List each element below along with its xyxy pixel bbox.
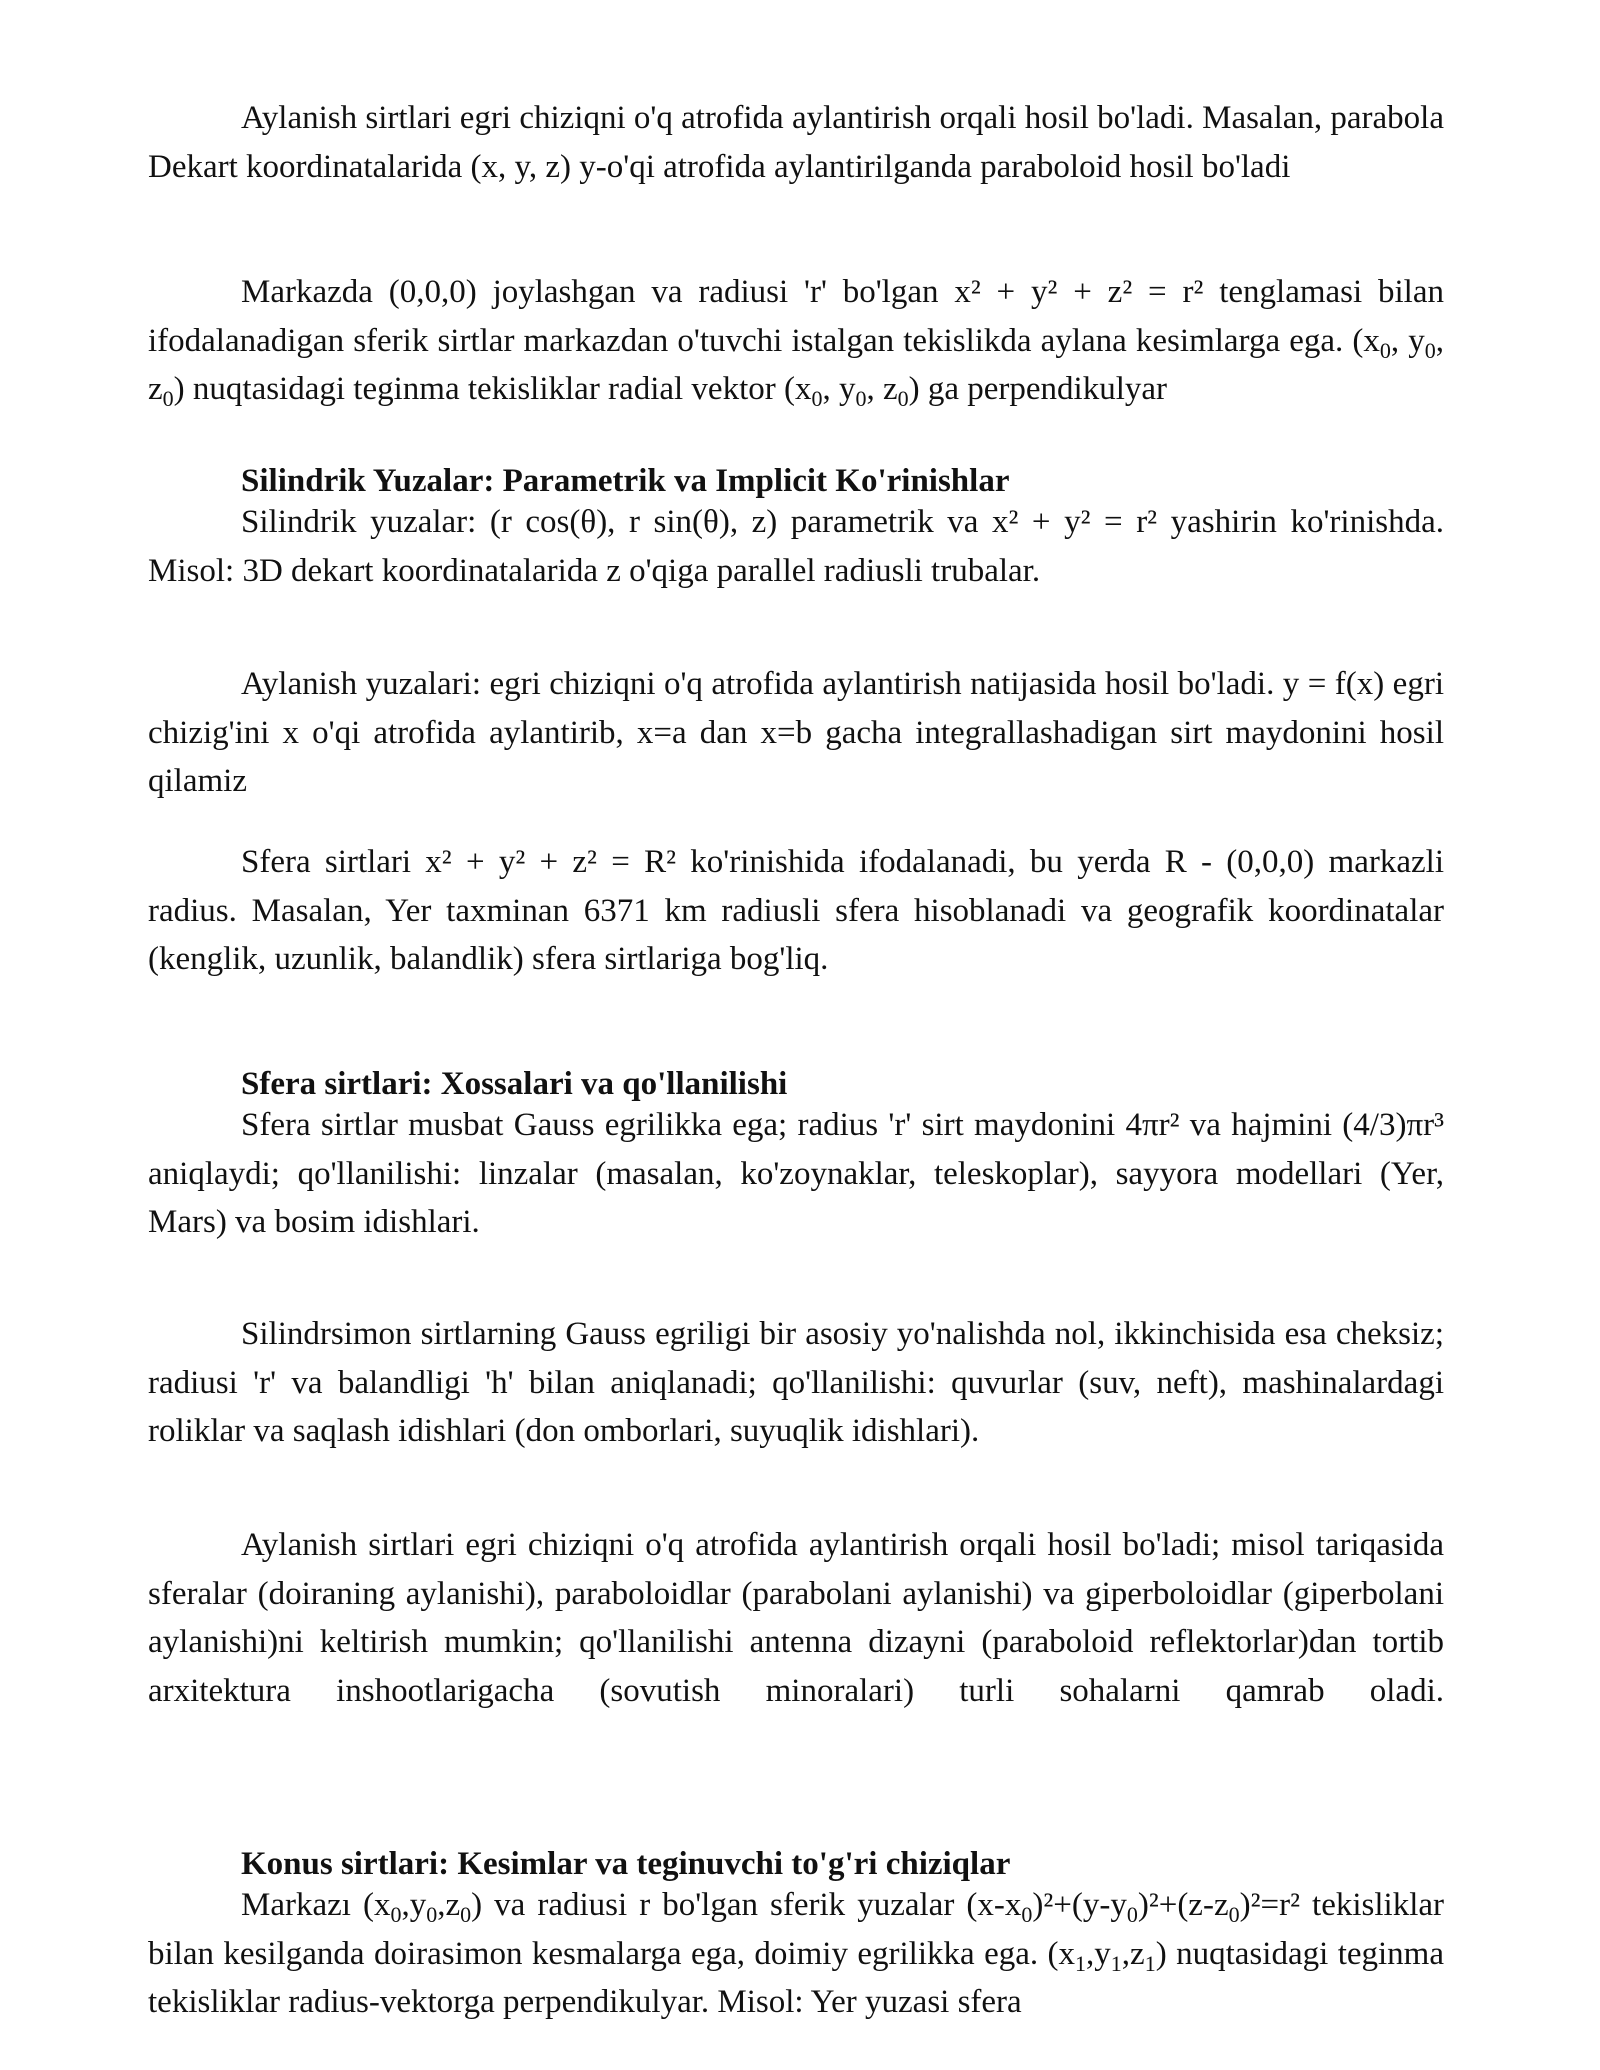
paragraph-surfaces-of-revolution-area: Aylanish yuzalari: egri chiziqni o'q atrofida aylantirish natijasida hosil bo'ladi. y = f(x) egri chizig'ini x o'qi atrofida aylantirib, x=a dan x=b gacha integrallashadigan sirt maydonini hosil qilamiz — [148, 666, 1444, 799]
heading-sphere-properties: Sfera sirtlari: Xossalari va qo'llanilishi — [241, 1066, 788, 1102]
paragraph-cylindrical-surfaces: Silindrik yuzalar: (r cos(θ), r sin(θ), z) parametrik va x² + y² = r² yashirin ko'rinishda. Misol: 3D dekart koordinatalarida z o'qiga parallel radiusli trubalar. — [148, 504, 1444, 589]
paragraph-cone-surfaces: Markazı $(x_0,y_0,z_0)$ va radiusi r bo'lgan sferik yuzalar $(x-x_0)^2+(y-y_0)^2+(z-z_0)^2=r^2$ tekisliklar bilan kesilganda doirasimon kesmalarga ega, doimiy egrilikka ega. $(x_1,y_1,z_1)$ nuqtasidagi teginma tekisliklar radius-vektorga perpendikulyar. Misol: Yer yuzasi sfera — [148, 1887, 1444, 2020]
heading-cylindrical-surfaces: Silindrik Yuzalar: Parametrik va Implicit Ko'rinishlar — [241, 463, 1010, 499]
paragraph-revolution-applications: Aylanish sirtlari egri chiziqni o'q atrofida aylantirish orqali hosil bo'ladi; misol tariqasida sferalar (doiraning aylanishi), paraboloidlar (parabolani aylanishi) va giperboloidlar (giperbolani aylanishi)ni keltirish mumkin; qo'llanilishi antenna dizayni (paraboloid reflektorlar)dan tortib arxitektura inshootlarigacha (sovutish minoralari) turli sohalarni qamrab oladi. — [148, 1527, 1444, 1709]
heading-cone-surfaces: Konus sirtlari: Kesimlar va teginuvchi to'g'ri chiziqlar — [241, 1846, 1011, 1882]
paragraph-sphere-properties: Sfera sirtlar musbat Gauss egrilikka ega; radius 'r' sirt maydonini 4πr² va hajmini (4/3)πr³ aniqlaydi; qo'llanilishi: linzalar (masalan, ko'zoynaklar, teleskoplar), sayyora modellari (Yer, Mars) va bosim idishlari. — [148, 1107, 1444, 1240]
paragraph-spherical-surfaces: Markazda (0,0,0) joylashgan va radiusi 'r' bo'lgan x² + y² + z² = r² tenglamasi bilan ifodalanadigan sferik sirtlar markazdan o'tuvchi istalgan tekislikda aylana kesimlarga ega. ($x_0$, $y_0$, $z_0$) nuqtasidagi teginma tekisliklar radial vektor ($x_0$, $y_0$, $z_0$) ga perpendikulyar — [148, 274, 1444, 411]
paragraph-cylindrical-curvature: Silindrsimon sirtlarning Gauss egriligi bir asosiy yo'nalishda nol, ikkinchisida esa cheksiz; radiusi 'r' va balandligi 'h' bilan aniqlanadi; qo'llanilishi: quvurlar (suv, neft), mashinalardagi roliklar va saqlash idishlari (don omborlari, suyuqlik idishlari). — [148, 1316, 1444, 1449]
paragraph-surfaces-of-revolution-intro: Aylanish sirtlari egri chiziqni o'q atrofida aylantirish orqali hosil bo'ladi. Masalan, parabola Dekart koordinatalarida (x, y, z) y-o'qi atrofida aylantirilganda paraboloid hosil bo'ladi — [148, 100, 1444, 185]
paragraph-sphere-surfaces: Sfera sirtlari x² + y² + z² = R² ko'rinishida ifodalanadi, bu yerda R - (0,0,0) markazli radius. Masalan, Yer taxminan 6371 km radiusli sfera hisoblanadi va geografik koordinatalar (kenglik, uzunlik, balandlik) sfera sirtlariga bog'liq. — [148, 844, 1444, 977]
